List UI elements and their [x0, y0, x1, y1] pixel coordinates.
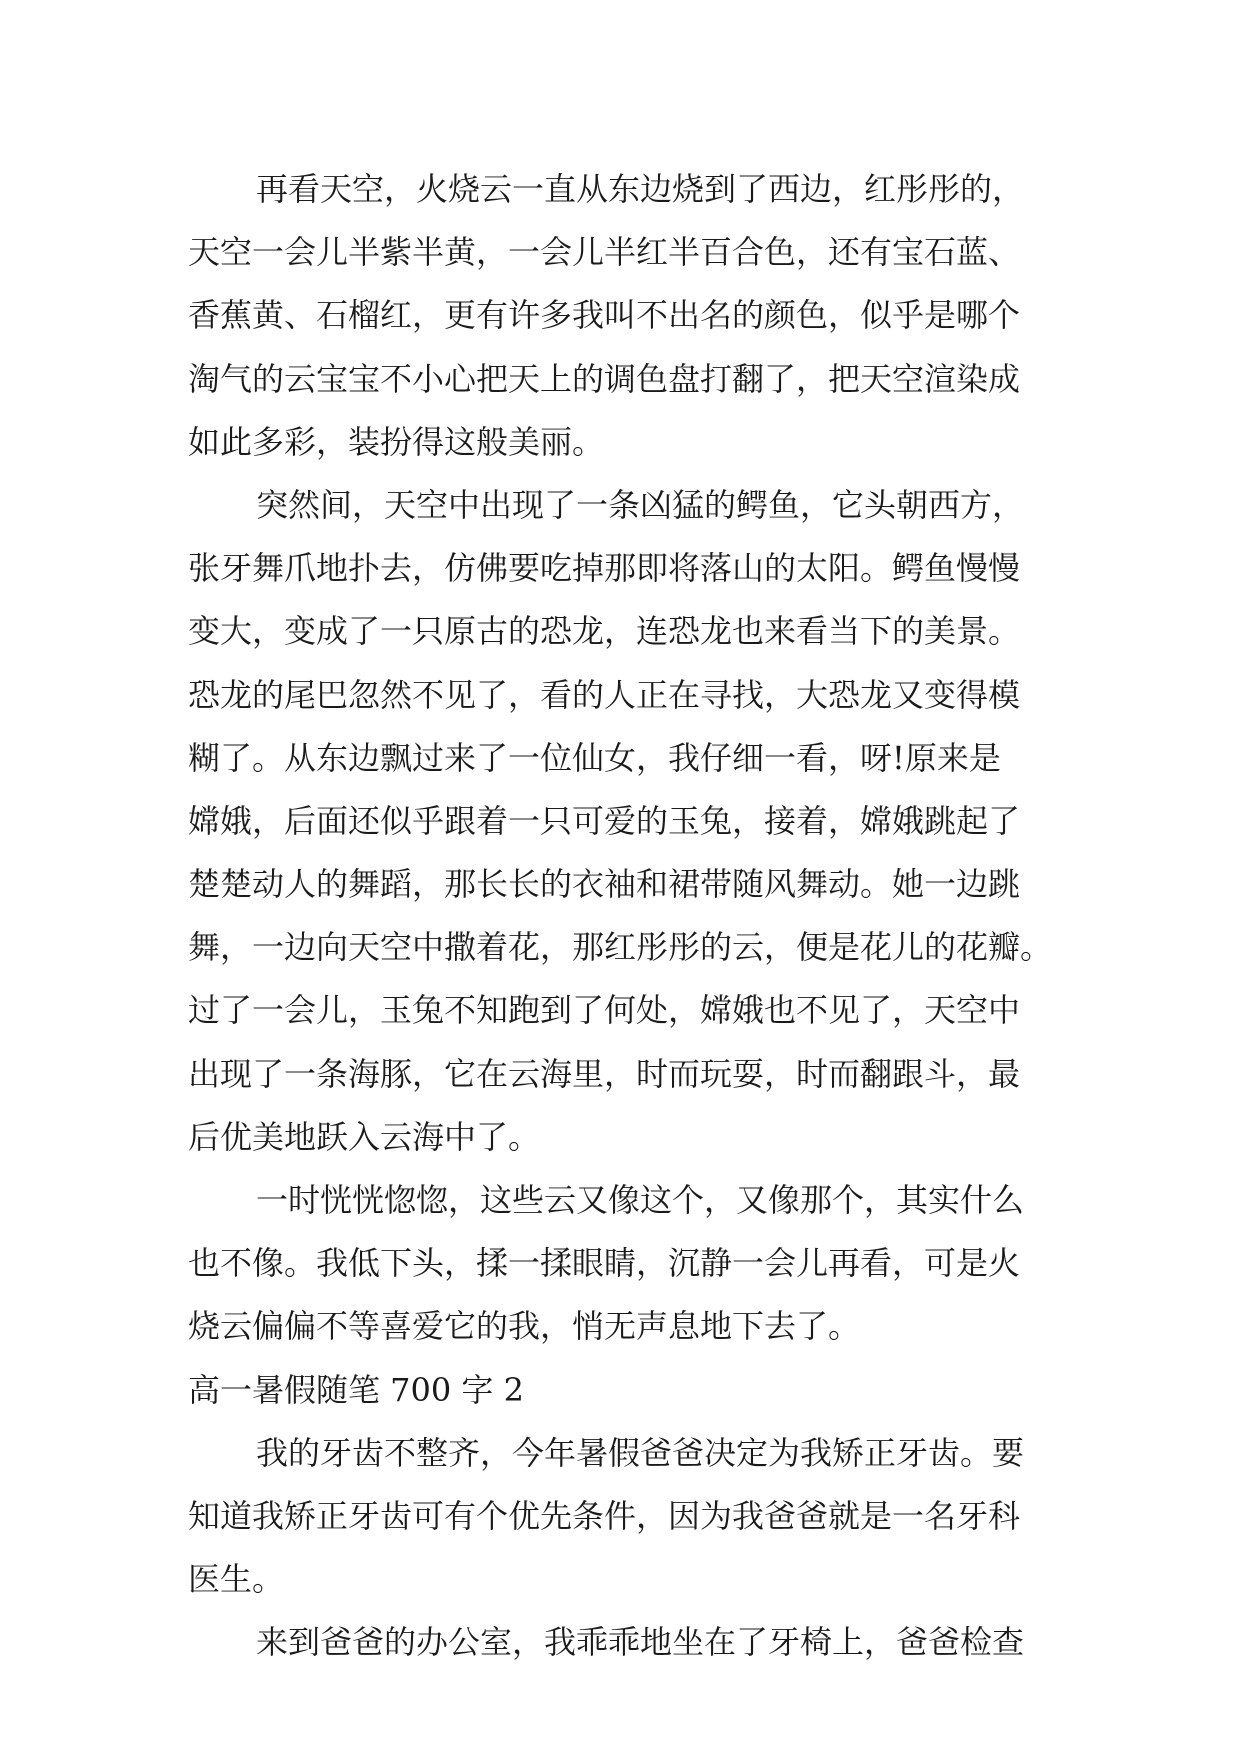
paragraph-line: 过了一会儿，玉兔不知跑到了何处，嫦娥也不见了，天空中	[188, 991, 1021, 1030]
paragraph-line: 糊了。从东边飘过来了一位仙女，我仔细一看，呀!原来是	[188, 738, 1001, 777]
paragraph-line: 出现了一条海豚，它在云海里，时而玩耍，时而翻跟斗，最	[188, 1054, 1021, 1093]
paragraph-line: 来到爸爸的办公室，我乖乖地坐在了牙椅上，爸爸检查	[256, 1623, 1025, 1662]
paragraph-line: 嫦娥，后面还似乎跟着一只可爱的玉兔，接着，嫦娥跳起了	[188, 801, 1021, 840]
paragraph-line: 香蕉黄、石榴红，更有许多我叫不出名的颜色，似乎是哪个	[188, 296, 1021, 335]
paragraph-line: 后优美地跃入云海中了。	[188, 1117, 541, 1156]
paragraph-3	[188, 1169, 1068, 1359]
paragraph-line: 烧云偏偏不等喜爱它的我，悄无声息地下去了。	[188, 1307, 861, 1346]
paragraph-4	[188, 1422, 1068, 1612]
paragraph-line: 也不像。我低下头，揉一揉眼睛，沉静一会儿再看，可是火	[188, 1244, 1021, 1283]
paragraph-line: 舞，一边向天空中撒着花，那红彤彤的云，便是花儿的花瓣。	[188, 928, 1053, 967]
paragraph-line: 变大，变成了一只原古的恐龙，连恐龙也来看当下的美景。	[188, 612, 1021, 651]
paragraph-line: 我的牙齿不整齐，今年暑假爸爸决定为我矫正牙齿。要	[256, 1433, 1025, 1472]
paragraph-line: 恐龙的尾巴忽然不见了，看的人正在寻找，大恐龙又变得模	[188, 675, 1021, 714]
document-body	[188, 158, 1068, 1675]
paragraph-line: 淘气的云宝宝不小心把天上的调色盘打翻了，把天空渲染成	[188, 359, 1021, 398]
paragraph-line: 张牙舞爪地扑去，仿佛要吃掉那即将落山的太阳。鳄鱼慢慢	[188, 549, 1021, 588]
section-heading: 高一暑假随笔 700 字 2	[188, 1370, 524, 1409]
paragraph-line: 天空一会儿半紫半黄，一会儿半红半百合色，还有宝石蓝、	[188, 233, 1021, 272]
paragraph-2	[188, 474, 1068, 1169]
paragraph-line: 如此多彩，装扮得这般美丽。	[188, 422, 605, 461]
paragraph-line: 一时恍恍惚惚，这些云又像这个，又像那个，其实什么	[256, 1181, 1025, 1219]
paragraph-line: 再看天空，火烧云一直从东边烧到了西边，红彤彤的，	[256, 170, 1025, 208]
paragraph-line: 知道我矫正牙齿可有个优先条件，因为我爸爸就是一名牙科	[188, 1496, 1021, 1535]
paragraph-1	[188, 158, 1068, 474]
paragraph-line: 突然间，天空中出现了一条凶猛的鳄鱼，它头朝西方，	[256, 485, 1025, 524]
paragraph-5	[188, 1611, 1068, 1674]
paragraph-line: 楚楚动人的舞蹈，那长长的衣袖和裙带随风舞动。她一边跳	[188, 865, 1021, 904]
paragraph-line: 医生。	[188, 1560, 285, 1599]
